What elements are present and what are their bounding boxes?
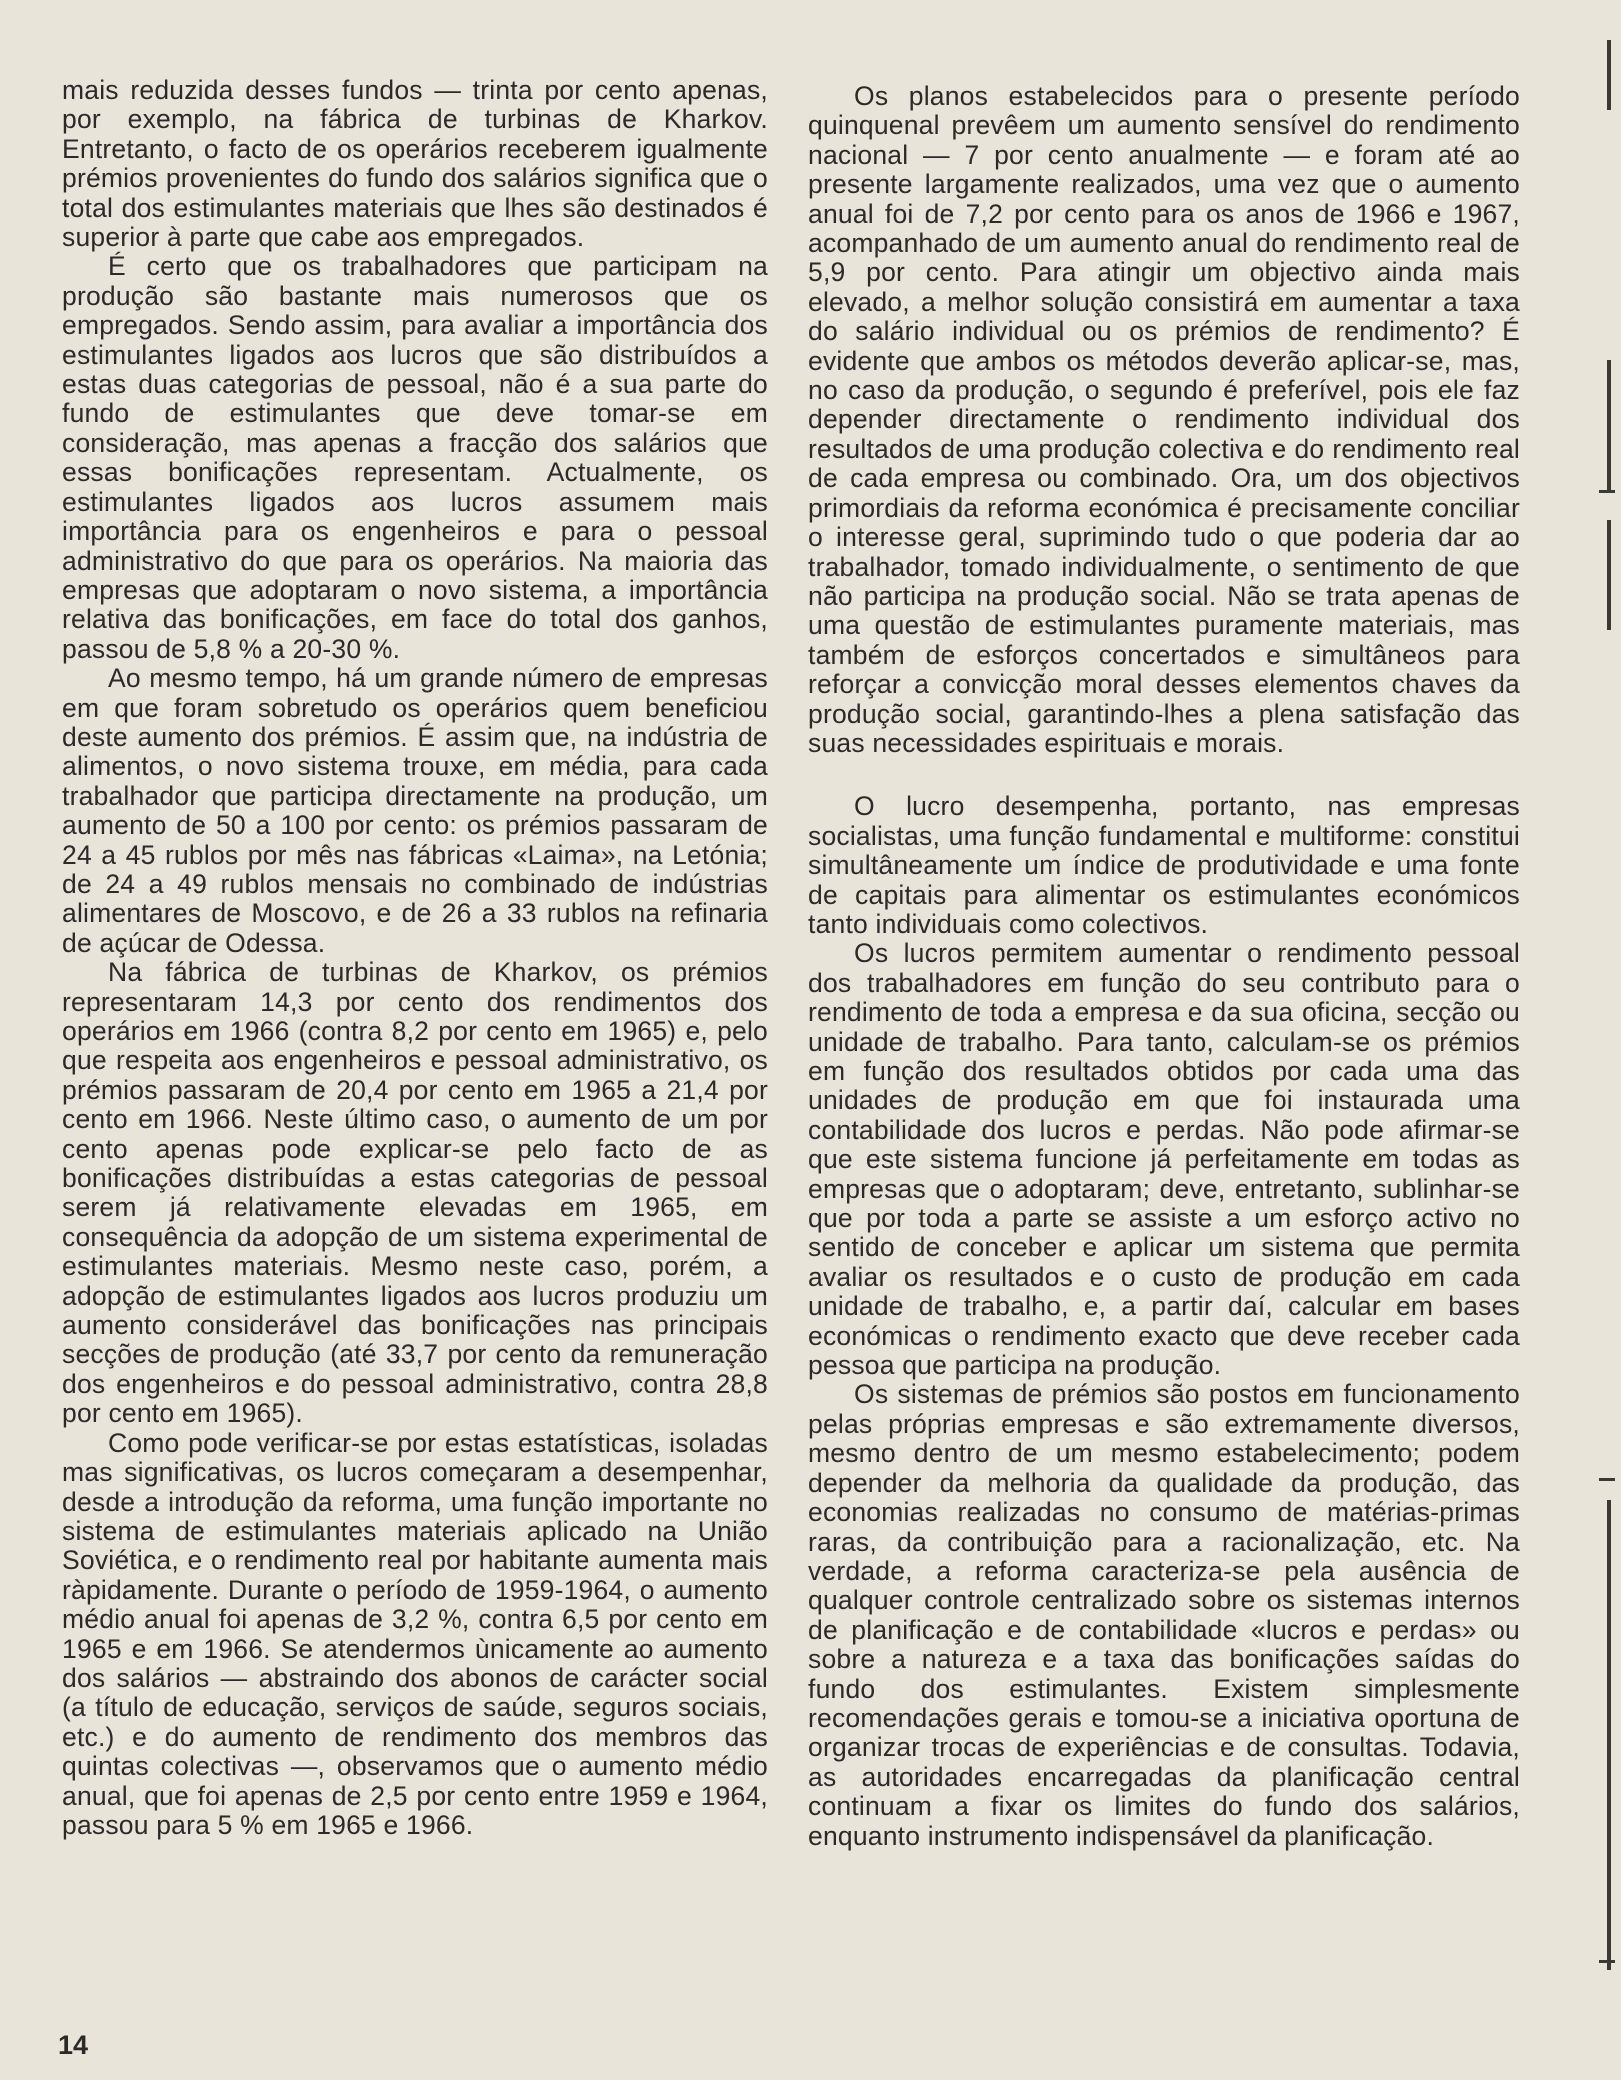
paragraph: Na fábrica de turbinas de Kharkov, os prémios representaram 14,3 por cento dos rendimentos dos operários em 1966 (contra 8,2 por cento em 1965) e, pelo que respeita aos engenheiros e pessoal administrativo, os prémios passaram de 20,4 por cento em 1965 a 21,4 por cento em 1966. Neste último caso, o aumento de um por cento apenas pode explicar-se pelo facto de as bonificações distribuídas a estas categorias de pessoal serem já relativamente elevadas em 1965, em consequência da adopção de um sistema experimental de estimulantes materiais. Mesmo neste caso, porém, a adopção de estimulantes ligados aos lucros produziu um aumento considerável das bonificações nas principais secções de produção (até 33,7 por cento da remuneração dos engenheiros e do pessoal administrativo, contra 28,8 por cento em 1965).: [62, 957, 768, 1429]
binding-edge-mark: [1607, 360, 1611, 490]
binding-edge-tick: [1599, 1478, 1615, 1481]
paragraph: Os lucros permitem aumentar o rendimento pessoal dos trabalhadores em função do seu contributo para o rendimento de toda a empresa e da sua oficina, secção ou unidade de trabalho. Para tanto, calculam-se os prémios em função dos resultados obtidos por cada uma das unidades de produção em que foi instaurada uma contabilidade dos lucros e perdas. Não pode afirmar-se que este sistema funcione já perfeitamente em todas as empresas que o adoptaram; deve, entretanto, sublinhar-se que por toda a parte se assiste a um esforço activo no sentido de conceber e aplicar um sistema que permita avaliar os resultados e o custo de produção em cada unidade de trabalho, e, a partir daí, calcular em bases económicas o rendimento exacto que deve receber cada pessoa que participa na produção.: [808, 938, 1520, 1381]
right-column: [808, 82, 1520, 1851]
paragraph: Ao mesmo tempo, há um grande número de empresas em que foram sobretudo os operários quem beneficiou deste aumento dos prémios. É assim que, na indústria de alimentos, o novo sistema trouxe, em média, para cada trabalhador que participa directamente na produção, um aumento de 50 a 100 por cento: os prémios passaram de 24 a 45 rublos por mês nas fábricas «Laima», na Letónia; de 24 a 49 rublos mensais no combinado de indústrias alimentares de Moscovo, e de 26 a 33 rublos na refinaria de açúcar de Odessa.: [62, 663, 768, 958]
binding-edge-mark: [1607, 1500, 1611, 1970]
section-spacer: [808, 758, 1520, 792]
binding-edge-tick: [1599, 1960, 1615, 1963]
binding-edge-mark: [1607, 520, 1611, 630]
page-number: 14: [58, 2030, 89, 2060]
paragraph: O lucro desempenha, portanto, nas empresas socialistas, uma função fundamental e multiforme: constitui simultâneamente um índice de produtividade e uma fonte de capitais para alimentar os estimulantes económicos tanto individuais como colectivos.: [808, 791, 1520, 939]
paragraph: Os sistemas de prémios são postos em funcionamento pelas próprias empresas e são extremamente diversos, mesmo dentro de um mesmo estabelecimento; podem depender da melhoria da qualidade da produção, das economias realizadas no consumo de matérias-primas raras, da contribuição para a racionalização, etc. Na verdade, a reforma caracteriza-se pela ausência de qualquer controle centralizado sobre os sistemas internos de planificação e de contabilidade «lucros e perdas» ou sobre a natureza e a taxa das bonificações saídas do fundo dos estimulantes. Existem simplesmente recomendações gerais e tomou-se a iniciativa oportuna de organizar trocas de experiências e de consultas. Todavia, as autoridades encarregadas da planificação central continuam a fixar os limites do fundo dos salários, enquanto instrumento indispensável da planificação.: [808, 1379, 1520, 1851]
binding-edge-tick: [1599, 490, 1615, 493]
paragraph: Como pode verificar-se por estas estatísticas, isoladas mas significativas, os lucros começaram a desempenhar, desde a introdução da reforma, uma função importante no sistema de estimulantes materiais aplicado na União Soviética, e o rendimento real por habitante aumenta mais ràpidamente. Durante o período de 1959-1964, o aumento médio anual foi apenas de 3,2 %, contra 6,5 por cento em 1965 e em 1966. Se atendermos ùnicamente ao aumento dos salários — abstraindo dos abonos de carácter social (a título de educação, serviços de saúde, seguros sociais, etc.) e do aumento de rendimento dos membros das quintas colectivas —, observamos que o aumento médio anual, que foi apenas de 2,5 por cento entre 1959 e 1964, passou para 5 % em 1965 e 1966.: [62, 1427, 768, 1840]
paragraph: É certo que os trabalhadores que participam na produção são bastante mais numerosos que os empregados. Sendo assim, para avaliar a importância dos estimulantes ligados aos lucros que são distribuídos a estas duas categorias de pessoal, não é a sua parte do fundo de estimulantes que deve tomar-se em consideração, mas apenas a fracção dos salários que essas bonificações representam. Actualmente, os estimulantes ligados aos lucros assumem mais importância para os engenheiros e para o pessoal administrativo do que para os operários. Na maioria das empresas que adoptaram o novo sistema, a importância relativa das bonificações, em face do total dos ganhos, passou de 5,8 % a 20-30 %.: [62, 251, 768, 664]
paragraph: mais reduzida desses fundos — trinta por cento apenas, por exemplo, na fábrica de turbinas de Kharkov. Entretanto, o facto de os operários receberem igualmente prémios provenientes do fundo dos salários significa que o total dos estimulantes materiais que lhes são destinados é superior à parte que cabe aos empregados.: [62, 75, 768, 253]
left-column: [62, 76, 768, 1840]
paragraph: Os planos estabelecidos para o presente período quinquenal prevêem um aumento sensível do rendimento nacional — 7 por cento anualmente — e foram até ao presente largamente realizados, uma vez que o aumento anual foi de 7,2 por cento para os anos de 1966 e 1967, acompanhado de um aumento anual do rendimento real de 5,9 por cento. Para atingir um objectivo ainda mais elevado, a melhor solução consistirá em aumentar a taxa do salário individual ou os prémios de rendimento? É evidente que ambos os métodos deverão aplicar-se, mas, no caso da produção, o segundo é preferível, pois ele faz depender directamente o rendimento individual dos resultados de uma produção colectiva e do rendimento real de cada empresa ou combinado. Ora, um dos objectivos primordiais da reforma económica é precisamente conciliar o interesse geral, suprimindo tudo o que poderia dar ao trabalhador, tomado individualmente, o sentimento de que não participa na produção social. Não se trata apenas de uma questão de estimulantes puramente materiais, mas também de esforços concertados e simultâneos para reforçar a convicção moral desses elementos chaves da produção social, garantindo-lhes a plena satisfação das suas necessidades espirituais e morais.: [808, 81, 1520, 758]
binding-edge-mark: [1607, 40, 1611, 110]
